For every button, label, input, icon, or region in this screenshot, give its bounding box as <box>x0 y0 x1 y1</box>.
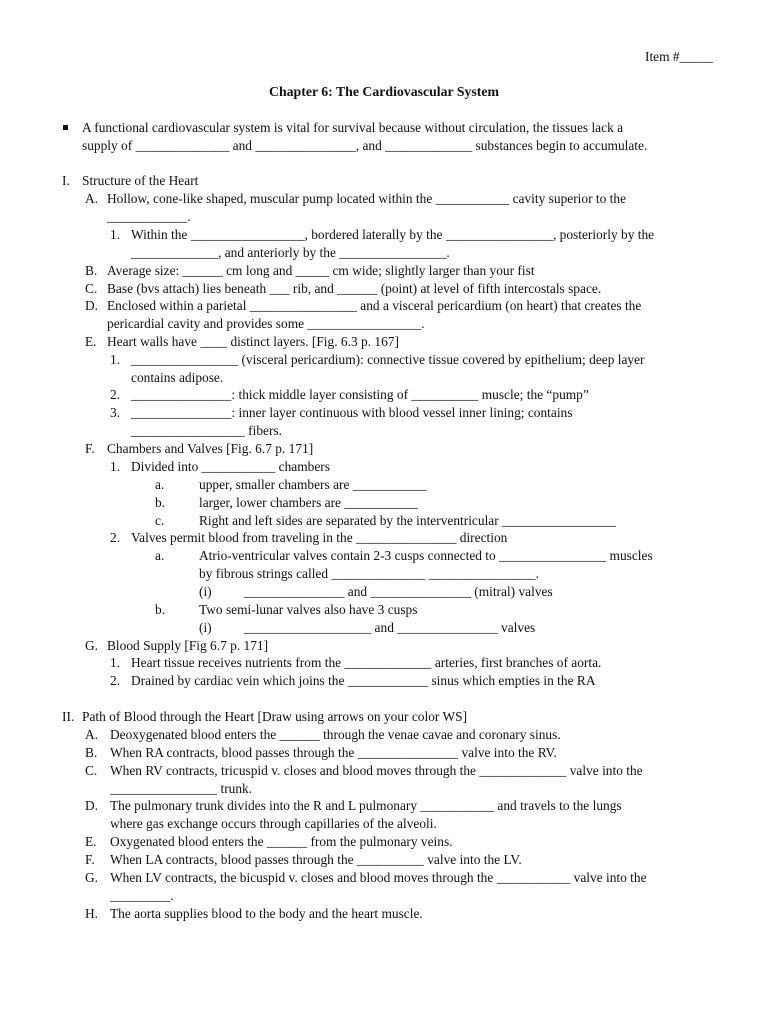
item-2g-marker: G. <box>85 870 99 885</box>
item-1a-marker: A. <box>85 191 99 206</box>
item-1e-marker: E. <box>85 334 97 349</box>
intro-line-1: A functional cardiovascular system is vital for survival because without circulation, the tissues lack a <box>82 120 624 135</box>
item-1f2b-i-marker: (i) <box>199 620 212 635</box>
item-1f2a-i-marker: (i) <box>199 584 212 599</box>
item-1f2a-i-text: _______________ and _______________ (mitral) valves <box>244 584 553 599</box>
item-1a1-marker: 1. <box>110 227 121 242</box>
item-1f2-marker: 2. <box>110 530 121 545</box>
item-1f2b-text: Two semi-lunar valves also have 3 cusps <box>199 602 418 617</box>
item-2d-marker: D. <box>85 798 99 813</box>
item-1f1-marker: 1. <box>110 459 121 474</box>
item-1f2b-i-text: ___________________ and _______________ valves <box>244 620 536 635</box>
item-2c-line-2: ________________ trunk. <box>110 781 253 796</box>
item-1b-marker: B. <box>85 263 98 278</box>
page-title: Chapter 6: The Cardiovascular System <box>269 84 499 99</box>
item-2f-text: When LA contracts, blood passes through the __________ valve into the LV. <box>110 852 522 867</box>
item-2d-line-1: The pulmonary trunk divides into the R and L pulmonary ___________ and travels to the lungs <box>110 798 622 813</box>
item-1g1-marker: 1. <box>110 655 121 670</box>
item-1a-line-1: Hollow, cone-like shaped, muscular pump located within the ___________ cavity superior to the <box>107 191 627 206</box>
item-2e-marker: E. <box>85 834 97 849</box>
item-1g-marker: G. <box>85 638 99 653</box>
item-1e1-marker: 1. <box>110 352 121 367</box>
item-2h-text: The aorta supplies blood to the body and the heart muscle. <box>110 906 423 921</box>
item-1g2-marker: 2. <box>110 673 121 688</box>
item-1e3-marker: 3. <box>110 405 121 420</box>
item-1g-text: Blood Supply [Fig 6.7 p. 171] <box>107 638 269 653</box>
item-1e1-line-2: contains adipose. <box>131 370 224 385</box>
item-1f1a-text: upper, smaller chambers are ___________ <box>199 477 427 492</box>
item-1a1-line-2: _____________, and anteriorly by the ________________. <box>131 245 450 260</box>
item-1e3-line-2: _________________ fibers. <box>131 423 283 438</box>
item-1f1c-marker: c. <box>155 513 165 528</box>
item-1f2a-marker: a. <box>155 548 165 563</box>
square-bullet-icon <box>63 125 68 130</box>
item-2a-marker: A. <box>85 727 99 742</box>
item-1f1b-text: larger, lower chambers are ___________ <box>199 495 418 510</box>
item-1d-line-2: pericardial cavity and provides some _________________. <box>107 316 425 331</box>
item-2e-text: Oxygenated blood enters the ______ from the pulmonary veins. <box>110 834 453 849</box>
item-2b-marker: B. <box>85 745 98 760</box>
item-1f2a-line-1: Atrio-ventricular valves contain 2-3 cusps connected to ________________ muscles <box>199 548 653 563</box>
item-1f1-text: Divided into ___________ chambers <box>131 459 330 474</box>
item-1d-line-1: Enclosed within a parietal ________________ and a visceral pericardium (on heart) that creates the <box>107 298 642 313</box>
item-1a1-line-1: Within the _________________, bordered laterally by the ________________, posteriorly by the <box>131 227 655 242</box>
section-1-heading: Structure of the Heart <box>82 173 199 188</box>
item-1g1-text: Heart tissue receives nutrients from the _____________ arteries, first branches of aorta. <box>131 655 602 670</box>
item-2a-text: Deoxygenated blood enters the ______ through the venae cavae and coronary sinus. <box>110 727 561 742</box>
item-1a-line-2: ____________. <box>107 209 191 224</box>
item-2g-line-1: When LV contracts, the bicuspid v. closes and blood moves through the ___________ valve into the <box>110 870 647 885</box>
item-1f2-text: Valves permit blood from traveling in the _______________ direction <box>131 530 508 545</box>
section-2-heading: Path of Blood through the Heart [Draw using arrows on your color WS] <box>82 709 468 724</box>
item-number-label: Item #_____ <box>645 49 714 64</box>
item-1f-marker: F. <box>85 441 95 456</box>
item-2h-marker: H. <box>85 906 99 921</box>
item-1e-text: Heart walls have ____ distinct layers. [Fig. 6.3 p. 167] <box>107 334 399 349</box>
item-1c-marker: C. <box>85 281 98 296</box>
item-2c-marker: C. <box>85 763 98 778</box>
item-1f-text: Chambers and Valves [Fig. 6.7 p. 171] <box>107 441 314 456</box>
item-1f2a-line-2: by fibrous strings called ______________ ________________. <box>199 566 539 581</box>
item-2d-line-2: where gas exchange occurs through capillaries of the alveoli. <box>110 816 437 831</box>
intro-line-2: supply of ______________ and _______________, and _____________ substances begin to accumulate. <box>82 138 648 153</box>
item-2g-line-2: _________. <box>110 888 174 903</box>
item-1f1c-text: Right and left sides are separated by the interventricular _________________ <box>199 513 616 528</box>
section-1-marker: I. <box>62 173 70 188</box>
item-1f2b-marker: b. <box>155 602 166 617</box>
item-1c-text: Base (bvs attach) lies beneath ___ rib, and ______ (point) at level of fifth intercostals space. <box>107 281 602 296</box>
item-2b-text: When RA contracts, blood passes through the _______________ valve into the RV. <box>110 745 557 760</box>
item-1e1-line-1: ________________ (visceral pericardium): connective tissue covered by epithelium; deep layer <box>131 352 645 367</box>
item-1e2-marker: 2. <box>110 387 121 402</box>
item-1b-text: Average size: ______ cm long and _____ cm wide; slightly larger than your fist <box>107 263 535 278</box>
item-1e2-text: _______________: thick middle layer consisting of __________ muscle; the “pump” <box>131 387 589 402</box>
section-2-marker: II. <box>62 709 75 724</box>
item-2c-line-1: When RV contracts, tricuspid v. closes and blood moves through the _____________ valve into the <box>110 763 643 778</box>
item-1f1b-marker: b. <box>155 495 166 510</box>
item-2f-marker: F. <box>85 852 95 867</box>
item-1e3-line-1: _______________: inner layer continuous with blood vessel inner lining; contains <box>131 405 573 420</box>
item-1d-marker: D. <box>85 298 99 313</box>
item-1g2-text: Drained by cardiac vein which joins the ____________ sinus which empties in the RA <box>131 673 596 688</box>
item-1f1a-marker: a. <box>155 477 165 492</box>
